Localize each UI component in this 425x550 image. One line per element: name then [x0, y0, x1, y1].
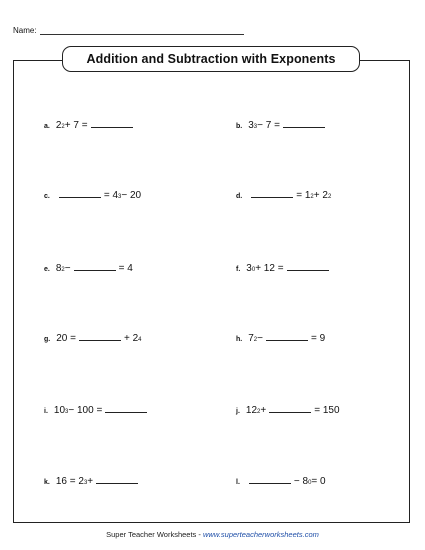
problem-text: −	[257, 333, 263, 344]
answer-blank[interactable]	[269, 403, 311, 413]
problem-text: = 150	[314, 405, 340, 416]
name-label: Name:	[13, 26, 37, 35]
problem-text: 10	[53, 405, 66, 416]
problem-text: +	[87, 476, 94, 487]
footer	[0, 530, 425, 539]
problem-text: + 7 =	[64, 120, 88, 131]
problem-text: = 0	[311, 476, 326, 487]
problem-text: = 1	[296, 190, 311, 201]
problem-text: − 100 =	[68, 405, 103, 416]
answer-blank[interactable]	[96, 474, 138, 484]
problem-text: − 8	[293, 476, 309, 487]
problem-text: − 7 =	[257, 120, 280, 131]
name-field-line[interactable]	[40, 26, 244, 35]
problem-a: a. 2 2 + 7 =	[44, 118, 136, 131]
problem-text: 2	[55, 120, 62, 131]
problem-k: k. 16 = 2 3 +	[44, 474, 141, 487]
problem-b: b. 3 3 − 7 =	[236, 118, 328, 131]
problem-letter: l.	[236, 479, 240, 486]
problem-d: d. = 1 2 + 2 2	[236, 190, 332, 201]
problem-text: 3	[246, 263, 252, 274]
problem-text: = 9	[310, 333, 326, 344]
problem-letter: c.	[44, 193, 50, 200]
worksheet-title: Addition and Subtraction with Exponents	[62, 46, 360, 72]
problem-f: f. 3 0 + 12 =	[236, 261, 332, 274]
problem-text: 8	[55, 263, 62, 274]
answer-blank[interactable]	[79, 331, 121, 341]
problem-letter: b.	[236, 123, 243, 130]
problem-text: 3	[248, 120, 254, 131]
answer-blank[interactable]	[74, 261, 116, 271]
problem-text: − 20	[121, 190, 142, 201]
problem-e: e. 8 2 − = 4	[44, 263, 133, 274]
problem-text: +	[260, 405, 267, 416]
answer-blank[interactable]	[105, 403, 147, 413]
problem-text: 20 =	[56, 333, 76, 344]
problem-c: c. = 4 3 − 20	[44, 190, 142, 201]
problem-letter: f.	[236, 266, 241, 273]
problem-text: = 4	[103, 190, 119, 201]
answer-blank[interactable]	[91, 118, 133, 128]
problem-letter: g.	[44, 336, 51, 343]
problem-l: l. − 8 0 = 0	[236, 476, 326, 487]
answer-blank[interactable]	[59, 188, 101, 198]
problem-g: g. 20 = + 2 4	[44, 333, 142, 344]
problem-text: + 12 =	[255, 263, 284, 274]
problem-j: j. 12 2 + = 150	[236, 405, 340, 416]
problem-text: 7	[248, 333, 254, 344]
problem-text: + 2	[313, 190, 328, 201]
answer-blank[interactable]	[251, 188, 293, 198]
footer-brand: Super Teacher Worksheets -	[106, 530, 203, 539]
answer-blank[interactable]	[249, 474, 291, 484]
footer-url-link[interactable]: www.superteacherworksheets.com	[202, 530, 319, 539]
name-row	[13, 26, 244, 35]
problem-text: 12	[245, 405, 258, 416]
problem-letter: j.	[236, 408, 240, 415]
problem-h: h. 7 2 − = 9	[236, 333, 326, 344]
answer-blank[interactable]	[283, 118, 325, 128]
problem-i: i. 10 3 − 100 =	[44, 403, 150, 416]
problem-letter: a.	[44, 123, 50, 130]
problem-text: + 2	[123, 333, 139, 344]
problem-letter: i.	[44, 408, 48, 415]
problem-letter: k.	[44, 479, 50, 486]
problem-letter: e.	[44, 266, 50, 273]
problem-letter: h.	[236, 336, 243, 343]
answer-blank[interactable]	[266, 331, 308, 341]
problem-text: −	[64, 263, 71, 274]
problem-text: 16 = 2	[55, 476, 84, 487]
problem-text: = 4	[118, 263, 133, 274]
problem-letter: d.	[236, 193, 243, 200]
answer-blank[interactable]	[287, 261, 329, 271]
